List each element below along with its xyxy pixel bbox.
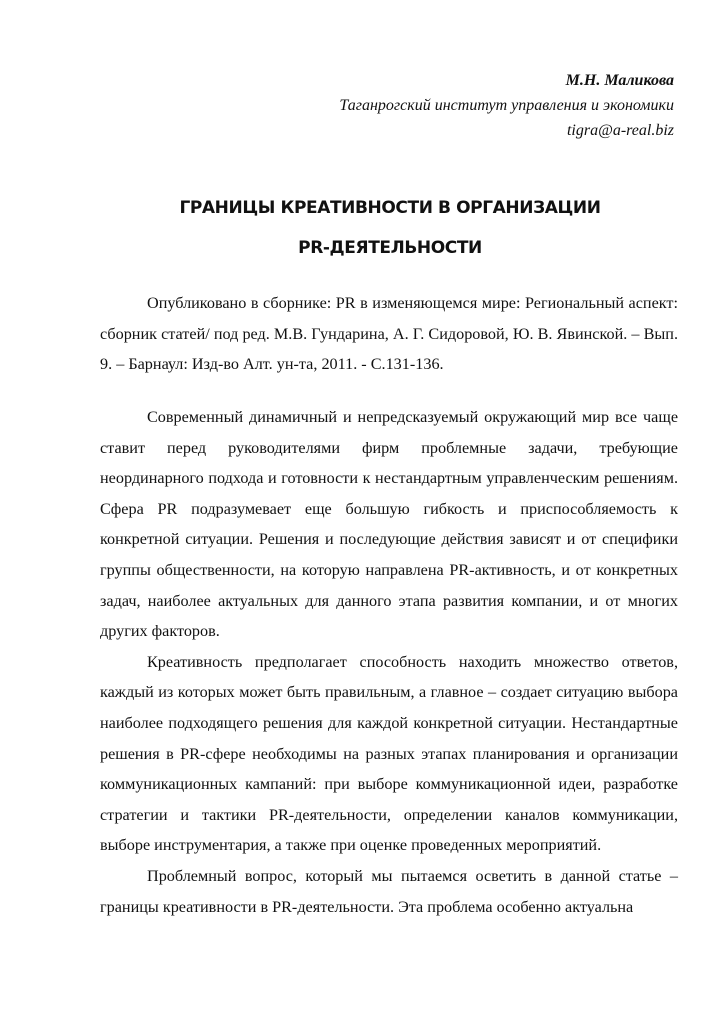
article-body — [100, 402, 678, 922]
body-paragraph: Креативность предполагает способность находить множество ответов, каждый из которых может быть правильным, а главное – создает ситуацию выбора наиболее подходящего решения для каждой конкретной ситуации. Нестандартные решения в PR-сфере необходимы на разных этапах планирования и организации коммуникационных кампаний: при выборе коммуникационной идеи, разработке стратегии и тактики PR-деятельности, определении каналов коммуникации, выборе инструментария, а также при оценке проведенных мероприятий. — [100, 652, 678, 855]
author-block — [339, 68, 674, 143]
body-paragraph: Современный динамичный и непредсказуемый окружающий мир все чаще ставит перед руководителями фирм проблемные задачи, требующие неординарного подхода и готовности к нестандартным управленческим решениям. Сфера PR подразумевает еще большую гибкость и приспособляемость к конкретной ситуации. Решения и последующие действия зависят и от специфики группы общественности, на которую направлена PR-активность, и от конкретных задач, наиболее актуальных для данного этапа развития компании, и от многих других факторов. — [100, 408, 678, 641]
author-name: М.Н. Маликова — [565, 72, 674, 89]
article-title — [100, 188, 680, 268]
title-line-1: ГРАНИЦЫ КРЕАТИВНОСТИ В ОРГАНИЗАЦИИ — [179, 198, 601, 218]
body-paragraph: Проблемный вопрос, который мы пытаемся осветить в данной статье – границы креативности в PR-деятельности. Эта проблема особенно актуальна — [100, 866, 678, 916]
author-email[interactable]: tigra@a-real.biz — [566, 122, 674, 139]
title-line-2: PR-ДЕЯТЕЛЬНОСТИ — [298, 238, 482, 258]
institution-name: Таганрогский институт управления и экономики — [339, 97, 674, 114]
publication-info: Опубликовано в сборнике: PR в изменяющемся мире: Региональный аспект: сборник статей/ под ред. М.В. Гундарина, А. Г. Сидоровой, Ю. В. Явинской. – Вып. 9. – Барнаул: Изд-во Алт. ун-та, 2011. - С.131-136. — [100, 294, 678, 373]
